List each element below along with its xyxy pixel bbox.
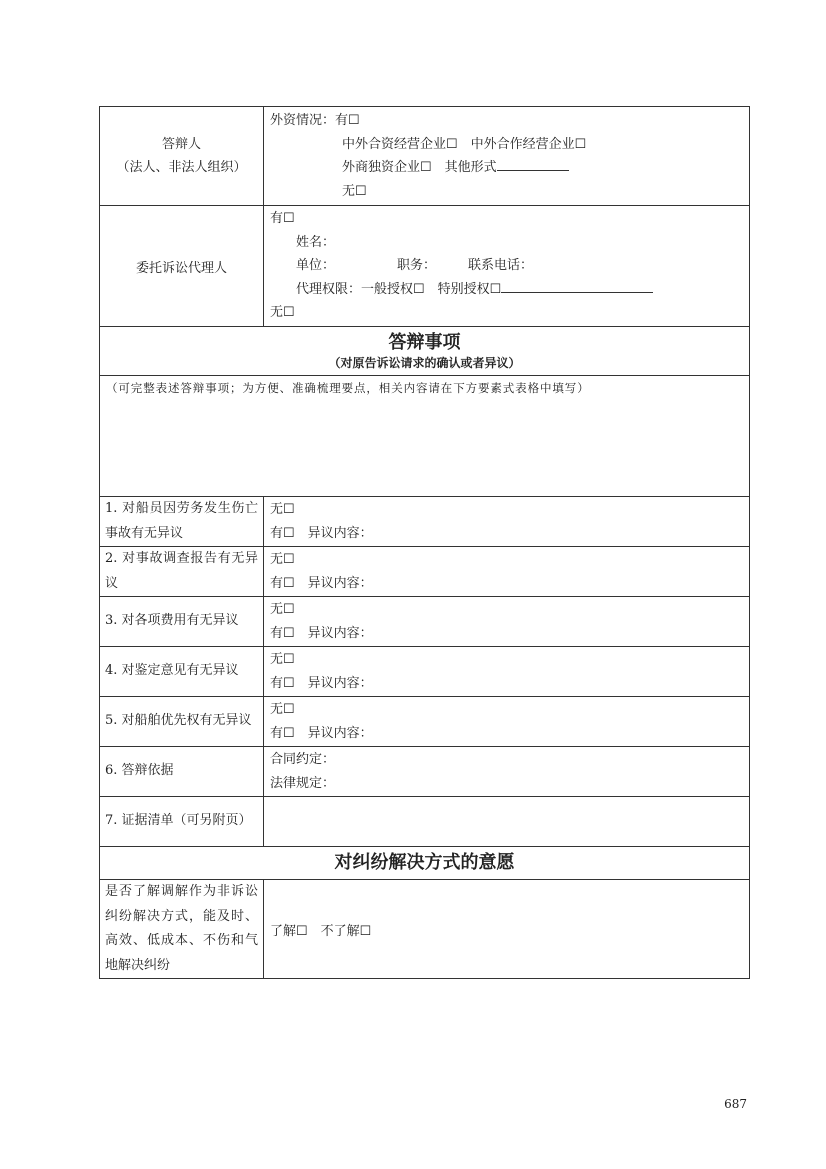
mediation-question: 是否了解调解作为非诉讼纠纷解决方式，能及时、高效、低成本、不伤和气地解决纠纷 [100, 880, 264, 979]
item-row [100, 497, 750, 547]
item-label: 2. 对事故调查报告有无异议 [100, 547, 264, 597]
item-label: 3. 对各项费用有无异议 [100, 597, 264, 647]
enterprise-options-line2: 外商独资企业☐ 其他形式 [270, 156, 749, 180]
defense-section-title: 答辩事项 [388, 332, 461, 353]
item-label: 6. 答辩依据 [100, 747, 264, 797]
item-option-none: 无☐ [270, 652, 295, 667]
item-option-has: 有☐ 异议内容： [270, 675, 373, 691]
dispute-section-header-row [100, 847, 750, 880]
item-row [100, 547, 750, 597]
agent-unit-line [270, 254, 749, 278]
item-answer-cell[interactable] [264, 747, 750, 797]
mediation-answer-cell[interactable] [264, 880, 750, 979]
item-option-none: 无☐ [270, 602, 295, 617]
item-option-has: 有☐ 异议内容： [270, 525, 373, 541]
item-option-none: 无☐ [270, 552, 295, 567]
defense-section-header [100, 327, 750, 376]
agent-none-option: 无☐ [270, 305, 295, 321]
item-answer-cell[interactable] [264, 797, 750, 847]
dispute-section-title: 对纠纷解决方式的意愿 [334, 852, 515, 873]
page-number: 687 [724, 1097, 747, 1111]
item-option-has: 有☐ 异议内容： [270, 625, 373, 641]
respondent-row [100, 107, 750, 206]
item-row [100, 597, 750, 647]
item-row [100, 797, 750, 847]
agent-unit: 单位： [296, 258, 336, 274]
item-answer-cell[interactable] [264, 647, 750, 697]
defense-freetext-row [100, 376, 750, 497]
item-option-has: 有☐ 异议内容： [270, 725, 373, 741]
item-answer-cell[interactable] [264, 697, 750, 747]
item-answer-cell[interactable] [264, 547, 750, 597]
respondent-label-cell [100, 107, 264, 206]
item-row [100, 747, 750, 797]
other-form-blank[interactable] [497, 156, 569, 171]
respondent-content-cell [264, 107, 750, 206]
mediation-answer-options: 了解☐ 不了解☐ [270, 923, 372, 939]
agent-label-cell [100, 206, 264, 327]
special-authority-blank[interactable] [501, 278, 653, 293]
agent-label: 委托诉讼代理人 [135, 260, 227, 276]
foreign-investment-line: 外资情况：有☐ [270, 113, 360, 128]
item-option-none: 无☐ [270, 502, 295, 517]
item-label: 7. 证据清单（可另附页） [100, 797, 264, 847]
item-label: 5. 对船舶优先权有无异议 [100, 697, 264, 747]
item-label: 4. 对鉴定意见有无异议 [100, 647, 264, 697]
item-option-none: 无☐ [270, 702, 295, 717]
foreign-none-option: 无☐ [342, 183, 367, 199]
respondent-label: 答辩人 [161, 136, 201, 152]
item-basis-law: 法律规定： [270, 775, 336, 791]
defense-freetext-area[interactable] [100, 376, 750, 497]
agent-has-option: 有☐ [270, 211, 295, 227]
enterprise-options-line1: 中外合资经营企业☐ 中外合作经营企业☐ [342, 136, 587, 152]
item-row [100, 647, 750, 697]
agent-position: 职务： [397, 258, 437, 274]
item-basis-contract: 合同约定： [270, 752, 336, 767]
agent-content-cell [264, 206, 750, 327]
item-answer-cell[interactable] [264, 497, 750, 547]
agent-authority-line: 代理权限：一般授权☐ 特别授权☐ [270, 278, 749, 302]
agent-phone: 联系电话： [468, 258, 534, 274]
agent-name-line: 姓名： [296, 234, 336, 250]
item-row [100, 697, 750, 747]
defense-section-header-row [100, 327, 750, 376]
defense-freetext-note: （可完整表述答辩事项；为方便、准确梳理要点，相关内容请在下方要素式表格中填写） [106, 381, 590, 395]
item-answer-cell[interactable] [264, 597, 750, 647]
defense-section-subtitle: （对原告诉讼请求的确认或者异议） [328, 356, 521, 370]
item-label: 1. 对船员因劳务发生伤亡事故有无异议 [100, 497, 264, 547]
defense-form-table [99, 106, 750, 979]
mediation-row [100, 880, 750, 979]
agent-row [100, 206, 750, 327]
item-option-has: 有☐ 异议内容： [270, 575, 373, 591]
respondent-label-note: （法人、非法人组织） [116, 160, 247, 175]
dispute-section-header [100, 847, 750, 880]
